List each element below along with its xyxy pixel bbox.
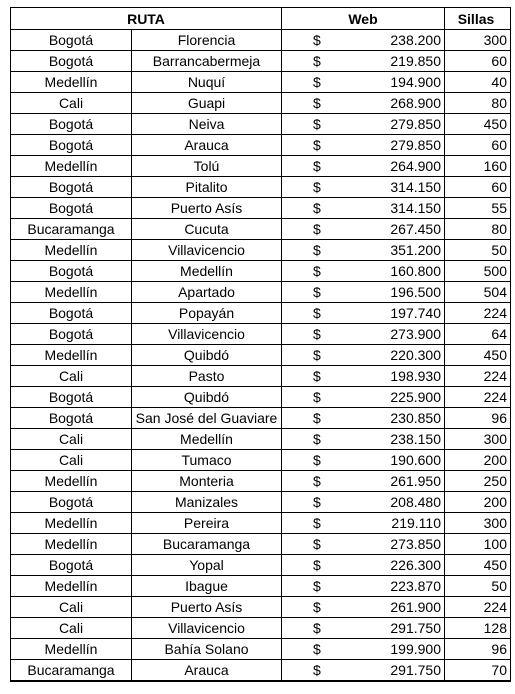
origin-cell[interactable]: Medellín: [11, 72, 132, 93]
price-value: 273.850: [390, 536, 441, 552]
origin-cell[interactable]: Medellín: [11, 576, 132, 597]
seats-cell[interactable]: 300: [445, 30, 511, 51]
price-value: 291.750: [390, 620, 441, 636]
price-cell[interactable]: [282, 408, 445, 429]
price-wrap: [282, 156, 444, 176]
seats-cell[interactable]: 450: [445, 345, 511, 366]
destination-cell[interactable]: Bucaramanga: [132, 534, 282, 555]
currency-symbol: $: [313, 53, 321, 69]
currency-symbol: $: [313, 620, 321, 636]
seats-cell[interactable]: 60: [445, 135, 511, 156]
price-value: 160.800: [390, 263, 441, 279]
origin-cell[interactable]: Medellín: [11, 639, 132, 660]
price-wrap: [282, 261, 444, 281]
seats-cell[interactable]: 300: [445, 513, 511, 534]
currency-symbol: $: [313, 305, 321, 321]
seats-cell[interactable]: 64: [445, 324, 511, 345]
price-wrap: [282, 30, 444, 50]
origin-cell[interactable]: Bogotá: [11, 324, 132, 345]
seats-cell[interactable]: 70: [445, 660, 511, 682]
price-value: 261.900: [390, 599, 441, 615]
origin-cell[interactable]: Bogotá: [11, 198, 132, 219]
destination-cell[interactable]: Tolú: [132, 156, 282, 177]
price-value: 268.900: [390, 95, 441, 111]
price-wrap: [282, 219, 444, 239]
currency-symbol: $: [313, 410, 321, 426]
table-row: [11, 198, 511, 219]
destination-cell[interactable]: Tumaco: [132, 450, 282, 471]
destination-cell[interactable]: Pitalito: [132, 177, 282, 198]
price-cell[interactable]: [282, 30, 445, 51]
price-wrap: [282, 492, 444, 512]
currency-symbol: $: [313, 431, 321, 447]
currency-symbol: $: [313, 494, 321, 510]
price-value: 261.950: [390, 473, 441, 489]
destination-cell[interactable]: Puerto Asís: [132, 198, 282, 219]
currency-symbol: $: [313, 368, 321, 384]
price-wrap: [282, 639, 444, 659]
destination-cell[interactable]: Yopal: [132, 555, 282, 576]
currency-symbol: $: [313, 32, 321, 48]
origin-cell[interactable]: Bogotá: [11, 555, 132, 576]
table-row: [11, 282, 511, 303]
destination-cell[interactable]: Guapi: [132, 93, 282, 114]
table-row: [11, 135, 511, 156]
table-row: [11, 345, 511, 366]
table-row: [11, 513, 511, 534]
price-value: 279.850: [390, 116, 441, 132]
destination-cell[interactable]: Medellín: [132, 429, 282, 450]
seats-cell[interactable]: 200: [445, 450, 511, 471]
price-wrap: [282, 387, 444, 407]
origin-cell[interactable]: Medellín: [11, 471, 132, 492]
table-row: [11, 324, 511, 345]
origin-cell[interactable]: Bogotá: [11, 51, 132, 72]
price-wrap: [282, 240, 444, 260]
price-value: 267.450: [390, 221, 441, 237]
table-row: [11, 555, 511, 576]
price-value: 198.930: [390, 368, 441, 384]
destination-cell[interactable]: Puerto Asís: [132, 597, 282, 618]
currency-symbol: $: [313, 74, 321, 90]
origin-cell[interactable]: Bogotá: [11, 30, 132, 51]
price-cell[interactable]: [282, 366, 445, 387]
seats-cell[interactable]: 160: [445, 156, 511, 177]
currency-symbol: $: [313, 599, 321, 615]
currency-symbol: $: [313, 263, 321, 279]
currency-symbol: $: [313, 641, 321, 657]
currency-symbol: $: [313, 179, 321, 195]
price-cell[interactable]: [282, 261, 445, 282]
origin-cell[interactable]: Medellín: [11, 345, 132, 366]
destination-cell[interactable]: Monteria: [132, 471, 282, 492]
price-cell[interactable]: [282, 513, 445, 534]
price-cell[interactable]: [282, 93, 445, 114]
table-row: [11, 177, 511, 198]
price-cell[interactable]: [282, 72, 445, 93]
table-row: [11, 261, 511, 282]
table-row: [11, 597, 511, 618]
currency-symbol: $: [313, 116, 321, 132]
price-cell[interactable]: [282, 240, 445, 261]
price-value: 238.200: [390, 32, 441, 48]
price-wrap: [282, 135, 444, 155]
origin-cell[interactable]: Cali: [11, 366, 132, 387]
table-row: [11, 30, 511, 51]
price-value: 230.850: [390, 410, 441, 426]
currency-symbol: $: [313, 515, 321, 531]
price-wrap: [282, 513, 444, 533]
seats-cell[interactable]: 80: [445, 219, 511, 240]
origin-cell[interactable]: Cali: [11, 450, 132, 471]
price-value: 190.600: [390, 452, 441, 468]
table-row: [11, 366, 511, 387]
table-row: [11, 114, 511, 135]
price-value: 225.900: [390, 389, 441, 405]
table-row: [11, 639, 511, 660]
price-wrap: [282, 534, 444, 554]
price-cell[interactable]: [282, 387, 445, 408]
price-value: 197.740: [390, 305, 441, 321]
table-row: [11, 429, 511, 450]
table-row: [11, 450, 511, 471]
table-row: [11, 471, 511, 492]
price-wrap: [282, 576, 444, 596]
price-value: 194.900: [390, 74, 441, 90]
destination-cell[interactable]: Arauca: [132, 135, 282, 156]
origin-cell[interactable]: Bogotá: [11, 387, 132, 408]
table-row: [11, 156, 511, 177]
price-wrap: [282, 429, 444, 449]
seats-cell[interactable]: 224: [445, 597, 511, 618]
destination-cell[interactable]: San José del Guaviare: [132, 408, 282, 429]
price-cell[interactable]: [282, 198, 445, 219]
price-value: 199.900: [390, 641, 441, 657]
origin-cell[interactable]: Medellín: [11, 534, 132, 555]
table-row: [11, 219, 511, 240]
price-cell[interactable]: [282, 429, 445, 450]
routes-table: [10, 7, 511, 682]
table-row: [11, 534, 511, 555]
currency-symbol: $: [313, 557, 321, 573]
currency-symbol: $: [313, 95, 321, 111]
price-wrap: [282, 93, 444, 113]
currency-symbol: $: [313, 662, 321, 678]
seats-cell[interactable]: 200: [445, 492, 511, 513]
seats-cell[interactable]: 250: [445, 471, 511, 492]
seats-cell[interactable]: 40: [445, 72, 511, 93]
price-wrap: [282, 51, 444, 71]
price-value: 208.480: [390, 494, 441, 510]
table-row: [11, 576, 511, 597]
seats-cell[interactable]: 450: [445, 114, 511, 135]
seats-cell[interactable]: 224: [445, 387, 511, 408]
price-wrap: [282, 345, 444, 365]
origin-cell[interactable]: Cali: [11, 93, 132, 114]
origin-cell[interactable]: Bogotá: [11, 408, 132, 429]
seats-cell[interactable]: 504: [445, 282, 511, 303]
price-cell[interactable]: [282, 324, 445, 345]
price-wrap: [282, 408, 444, 428]
destination-cell[interactable]: Ibague: [132, 576, 282, 597]
price-cell[interactable]: [282, 177, 445, 198]
price-wrap: [282, 450, 444, 470]
table-row: [11, 51, 511, 72]
price-wrap: [282, 555, 444, 575]
price-value: 219.110: [391, 515, 441, 531]
origin-cell[interactable]: Bogotá: [11, 135, 132, 156]
currency-symbol: $: [313, 242, 321, 258]
price-value: 238.150: [390, 431, 441, 447]
destination-cell[interactable]: Quibdó: [132, 345, 282, 366]
origin-cell[interactable]: Bogotá: [11, 303, 132, 324]
destination-cell[interactable]: Arauca: [132, 660, 282, 682]
price-cell[interactable]: [282, 219, 445, 240]
destination-cell[interactable]: Neiva: [132, 114, 282, 135]
origin-cell[interactable]: Cali: [11, 618, 132, 639]
price-cell[interactable]: [282, 555, 445, 576]
seats-cell[interactable]: 100: [445, 534, 511, 555]
price-cell[interactable]: [282, 534, 445, 555]
seats-cell[interactable]: 224: [445, 366, 511, 387]
price-wrap: [282, 282, 444, 302]
currency-symbol: $: [313, 389, 321, 405]
destination-cell[interactable]: Florencia: [132, 30, 282, 51]
seats-cell[interactable]: 60: [445, 177, 511, 198]
destination-cell[interactable]: Villavicencio: [132, 324, 282, 345]
price-value: 273.900: [390, 326, 441, 342]
price-wrap: [282, 177, 444, 197]
currency-symbol: $: [313, 221, 321, 237]
currency-symbol: $: [313, 578, 321, 594]
price-cell[interactable]: [282, 576, 445, 597]
seats-cell[interactable]: 50: [445, 240, 511, 261]
table-row: [11, 492, 511, 513]
seats-cell[interactable]: 450: [445, 555, 511, 576]
currency-symbol: $: [313, 158, 321, 174]
table-row: [11, 303, 511, 324]
destination-cell[interactable]: Bahía Solano: [132, 639, 282, 660]
currency-symbol: $: [313, 137, 321, 153]
currency-symbol: $: [313, 452, 321, 468]
destination-cell[interactable]: Cucuta: [132, 219, 282, 240]
price-wrap: [282, 597, 444, 617]
price-value: 314.150: [390, 179, 441, 195]
table-row: [11, 93, 511, 114]
origin-cell[interactable]: Medellín: [11, 513, 132, 534]
origin-cell[interactable]: Medellín: [11, 240, 132, 261]
origin-cell[interactable]: Bucaramanga: [11, 660, 132, 682]
seats-cell[interactable]: 128: [445, 618, 511, 639]
seats-cell[interactable]: 50: [445, 576, 511, 597]
price-cell[interactable]: [282, 135, 445, 156]
seats-header: Sillas: [445, 8, 511, 30]
currency-symbol: $: [313, 347, 321, 363]
price-value: 220.300: [390, 347, 441, 363]
origin-cell[interactable]: Medellín: [11, 156, 132, 177]
price-wrap: [282, 471, 444, 491]
price-cell[interactable]: [282, 51, 445, 72]
route-header: RUTA: [11, 8, 282, 30]
destination-cell[interactable]: Medellín: [132, 261, 282, 282]
table-row: [11, 72, 511, 93]
price-value: 264.900: [390, 158, 441, 174]
price-cell[interactable]: [282, 345, 445, 366]
destination-cell[interactable]: Villavicencio: [132, 240, 282, 261]
price-value: 314.150: [390, 200, 441, 216]
origin-cell[interactable]: Bucaramanga: [11, 219, 132, 240]
origin-cell[interactable]: Bogotá: [11, 177, 132, 198]
currency-symbol: $: [313, 284, 321, 300]
price-cell[interactable]: [282, 492, 445, 513]
destination-cell[interactable]: Apartado: [132, 282, 282, 303]
price-value: 351.200: [390, 242, 441, 258]
destination-cell[interactable]: Manizales: [132, 492, 282, 513]
price-cell[interactable]: [282, 114, 445, 135]
origin-cell[interactable]: Medellín: [11, 282, 132, 303]
seats-cell[interactable]: 224: [445, 303, 511, 324]
currency-symbol: $: [313, 536, 321, 552]
seats-cell[interactable]: 96: [445, 639, 511, 660]
price-value: 223.870: [390, 578, 441, 594]
seats-cell[interactable]: 80: [445, 93, 511, 114]
price-cell[interactable]: [282, 450, 445, 471]
web-header: Web: [282, 8, 445, 30]
price-cell[interactable]: [282, 282, 445, 303]
destination-cell[interactable]: Pereira: [132, 513, 282, 534]
seats-cell[interactable]: 300: [445, 429, 511, 450]
origin-cell[interactable]: Bogotá: [11, 492, 132, 513]
price-value: 226.300: [390, 557, 441, 573]
table-body: [11, 30, 511, 682]
seats-cell[interactable]: 55: [445, 198, 511, 219]
header-row: [11, 8, 511, 30]
currency-symbol: $: [313, 200, 321, 216]
table-row: [11, 387, 511, 408]
price-cell[interactable]: [282, 660, 445, 682]
destination-cell[interactable]: Nuquí: [132, 72, 282, 93]
price-wrap: [282, 72, 444, 92]
price-cell[interactable]: [282, 471, 445, 492]
price-cell[interactable]: [282, 597, 445, 618]
table-row: [11, 660, 511, 682]
origin-cell[interactable]: Cali: [11, 597, 132, 618]
price-cell[interactable]: [282, 639, 445, 660]
price-wrap: [282, 618, 444, 638]
price-wrap: [282, 198, 444, 218]
table-row: [11, 240, 511, 261]
seats-cell[interactable]: 60: [445, 51, 511, 72]
price-value: 291.750: [390, 662, 441, 678]
destination-cell[interactable]: Pasto: [132, 366, 282, 387]
price-value: 219.850: [390, 53, 441, 69]
price-wrap: [282, 114, 444, 134]
price-wrap: [282, 366, 444, 386]
seats-cell[interactable]: 96: [445, 408, 511, 429]
price-wrap: [282, 660, 444, 680]
price-value: 196.500: [390, 284, 441, 300]
destination-cell[interactable]: Popayán: [132, 303, 282, 324]
price-cell[interactable]: [282, 303, 445, 324]
table-row: [11, 618, 511, 639]
currency-symbol: $: [313, 473, 321, 489]
destination-cell[interactable]: Quibdó: [132, 387, 282, 408]
origin-cell[interactable]: Bogotá: [11, 261, 132, 282]
seats-cell[interactable]: 500: [445, 261, 511, 282]
destination-cell[interactable]: Barrancabermeja: [132, 51, 282, 72]
price-value: 279.850: [390, 137, 441, 153]
currency-symbol: $: [313, 326, 321, 342]
price-cell[interactable]: [282, 618, 445, 639]
origin-cell[interactable]: Cali: [11, 429, 132, 450]
table-row: [11, 408, 511, 429]
price-cell[interactable]: [282, 156, 445, 177]
destination-cell[interactable]: Villavicencio: [132, 618, 282, 639]
price-wrap: [282, 324, 444, 344]
origin-cell[interactable]: Bogotá: [11, 114, 132, 135]
price-wrap: [282, 303, 444, 323]
